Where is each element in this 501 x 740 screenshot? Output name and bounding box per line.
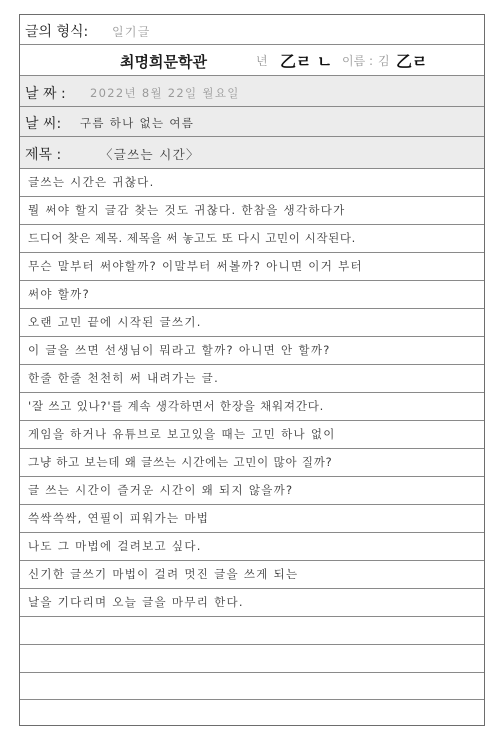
- body-line: 나도 그 마법에 걸려보고 싶다.: [20, 533, 484, 561]
- redacted-signature-2: 乙ㄹ: [396, 52, 428, 71]
- body-line: 쓱싹쓱싹, 연필이 피워가는 마법: [20, 505, 484, 533]
- date-value: 2022년 8월 22일 월요일: [90, 86, 240, 100]
- body-line: [20, 645, 484, 673]
- school-row: [20, 45, 484, 76]
- body-line: 오랜 고민 끝에 시작된 글쓰기.: [20, 309, 484, 337]
- body-line: 그냥 하고 보는데 왜 글쓰는 시간에는 고민이 많아 질까?: [20, 449, 484, 477]
- body-line: 이 글을 쓰면 선생님이 뭐라고 할까? 아니면 안 할까?: [20, 337, 484, 365]
- grade-label: 년: [256, 54, 268, 68]
- format-value: 일기글: [112, 25, 151, 39]
- weather-row: [20, 107, 484, 137]
- title-value: 〈글쓰는 시간〉: [100, 147, 200, 162]
- body-line: 글 쓰는 시간이 즐거운 시간이 왜 되지 않을까?: [20, 477, 484, 505]
- date-row: [20, 76, 484, 107]
- body-line: [20, 617, 484, 645]
- weather-value: 구름 하나 없는 여름: [80, 116, 195, 130]
- format-label: 글의 형식:: [25, 24, 89, 40]
- body-line: 날을 기다리며 오늘 글을 마무리 한다.: [20, 589, 484, 617]
- title-row: [20, 137, 484, 169]
- name-value: 김: [378, 54, 390, 68]
- name-label: 이름 :: [342, 54, 374, 68]
- body-line: 게임을 하거나 유튜브로 보고있을 때는 고민 하나 없이: [20, 421, 484, 449]
- body-line: '잘 쓰고 있나?'를 계속 생각하면서 한장을 채워져간다.: [20, 393, 484, 421]
- format-row: [20, 15, 484, 45]
- body-line: 드디어 찾은 제목. 제목을 써 놓고도 또 다시 고민이 시작된다.: [20, 225, 484, 253]
- body-line: 뭘 써야 할지 글감 찾는 것도 귀찮다. 한참을 생각하다가: [20, 197, 484, 225]
- body-line: 무슨 말부터 써야할까? 이말부터 써볼까? 아니면 이거 부터: [20, 253, 484, 281]
- body-line: 신기한 글쓰기 마법이 걸려 멋진 글을 쓰게 되는: [20, 561, 484, 589]
- date-label: 날 짜 :: [25, 86, 66, 102]
- writing-sheet: [19, 14, 485, 726]
- redacted-signature-1: 乙ㄹ ㄴ: [280, 52, 333, 71]
- school-name-handwritten: 최명희문학관: [120, 53, 207, 71]
- body-line: [20, 700, 484, 725]
- body-line: 한줄 한줄 천천히 써 내려가는 글.: [20, 365, 484, 393]
- weather-label: 날 씨:: [25, 116, 62, 132]
- body-line: [20, 673, 484, 700]
- body-line: 글쓰는 시간은 귀찮다.: [20, 169, 484, 197]
- title-label: 제목 :: [25, 147, 62, 163]
- body-line: 써야 할까?: [20, 281, 484, 309]
